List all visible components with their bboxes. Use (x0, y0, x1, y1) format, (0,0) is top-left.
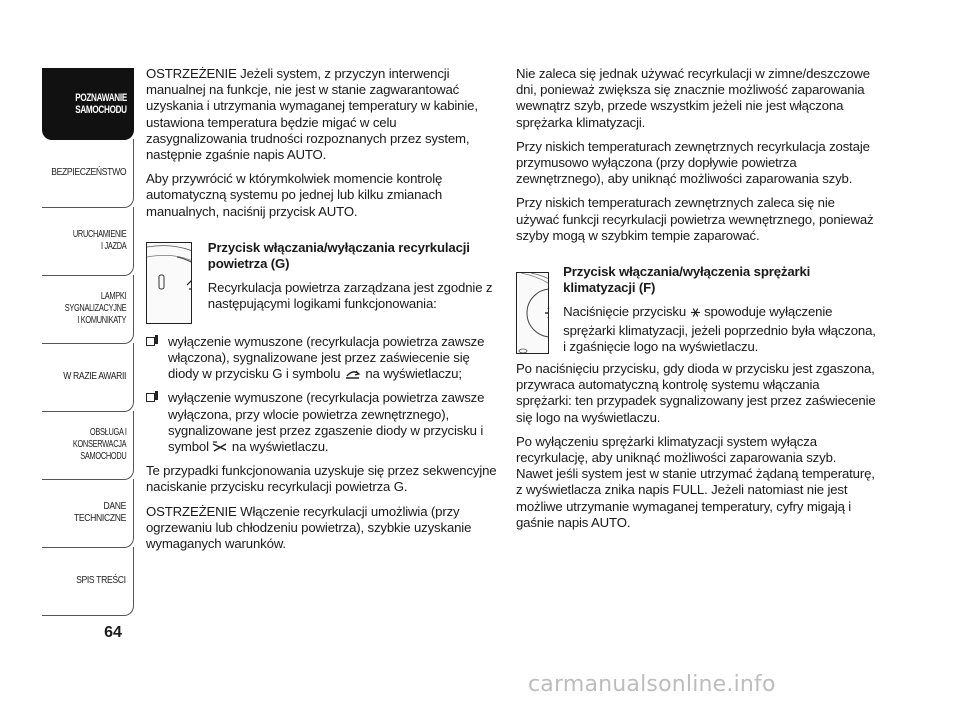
warning-paragraph: OSTRZEŻENIE Jeżeli system, z przyczyn interwencji manualnej na funkcje, nie jest w stanie zagwarantować uzyskania i utrzymania wymaganej temperatury w kabinie, ustawiona temperatura będzie migać w celu zasygnalizowania trudności rozpoznanych przez system, następnie zgaśnie napis AUTO. (146, 66, 478, 163)
chapter-tabs (42, 68, 134, 615)
recirculation-on-icon (344, 368, 362, 384)
recirculation-section (146, 240, 498, 324)
tab-bezpieczenstwo[interactable]: BEZPIECZEŃSTWO (42, 139, 134, 208)
recirculation-button-image (146, 242, 192, 324)
left-column (146, 66, 498, 560)
compressor-press-paragraph: Naciśnięcie przycisku spowoduje wyłączenie sprężarki klimatyzacji, jeżeli poprzednio była włączona, i zgaśnięcie logo na wyświetlaczu. (563, 304, 876, 354)
recirculation-intro: Recyrkulacja powietrza zarządzana jest zgodnie z następującymi logikami funkcjonowania: (207, 280, 493, 312)
compressor-off-paragraph: Po wyłączeniu sprężarki klimatyzacji system wyłącza recyrkulację, aby uniknąć możliwości zaparowania szyb. Nawet jeśli system jest w stanie utrzymać żądaną temperaturę, z wyświetlacza znika napis FULL. Jeżeli natomiast nie jest możliwe utrzymanie wymaganej temperatury, cyfry migają i gaśnie napis AUTO. (516, 433, 875, 530)
tab-w-razie-awarii[interactable]: W RAZIE AWARII (42, 343, 134, 412)
recirculation-off-icon (212, 441, 228, 457)
recirculation-warning-paragraph: OSTRZEŻENIE Włączenie recyrkulacji umożliwia (przy ogrzewaniu lub chłodzeniu powietrza), szybkie uzyskanie wymaganych warunków. (146, 503, 472, 552)
recirculation-advice-paragraph: Nie zaleca się jednak używać recyrkulacji w zimne/deszczowe dni, ponieważ zwiększa się znacznie możliwość zaparowania wewnątrz szyb, przede wszystkim jeżeli nie jest włączona sprężarka klimatyzacji. (516, 66, 870, 130)
list-item: wyłączenie wymuszone (recyrkulacja powietrza zawsze wyłączona, przy wlocie powietrza zewnętrznego), sygnalizowane jest przez zgaszenie diody w przycisku i symbol na wyświetlaczu. (146, 390, 498, 457)
low-temperature-paragraph: Przy niskich temperaturach zewnętrznych recyrkulacja zostaje przymusowo wyłączona (przy dopływie powietrza zewnętrznego), aby uniknąć możliwości zaparowania szyb. (516, 138, 870, 187)
list-item: wyłączenie wymuszone (recyrkulacja powietrza zawsze włączona), sygnalizowane jest przez zaświecenie się diody w przycisku G i symbolu na wyświetlaczu; (146, 334, 498, 385)
tab-uruchamienie-i-jazda[interactable]: URUCHAMIENIE I JAZDA (42, 207, 134, 276)
tab-obsluga-i-konserwacja[interactable]: OBSŁUGA I KONSERWACJA SAMOCHODU (42, 411, 134, 480)
tab-spis-tresci[interactable]: SPIS TREŚCI (42, 547, 134, 616)
snowflake-icon (690, 306, 701, 322)
tab-lampki-sygnalizacyjne[interactable]: LAMPKI SYGNALIZACYJNE I KOMUNIKATY (42, 275, 134, 344)
recirculation-heading: Przycisk włączania/wyłączania recyrkulacji powietrza (G) (207, 239, 470, 272)
right-column (516, 66, 876, 539)
checkbox-bullet-icon (146, 393, 155, 402)
watermark: carmanualsonline.info (528, 672, 776, 697)
sequential-press-paragraph: Te przypadki funkcjonowania uzyskuje się przez sekwencyjne naciskanie przycisku recyrkulacji powietrza G. (146, 463, 497, 495)
tab-dane-techniczne[interactable]: DANE TECHNICZNE (42, 479, 134, 548)
ac-compressor-button-image (516, 272, 549, 354)
page-number: 64 (104, 624, 122, 641)
compressor-restore-paragraph: Po naciśnięciu przycisku, gdy dioda w przycisku jest zgaszona, przywraca automatyczną kontrolę systemu włączania sprężarki: ten przypadek sygnalizowany jest przez zaświecenie się logo na wyświetlaczu. (516, 361, 876, 425)
tab-poznawanie-samochodu[interactable]: POZNAWANIE SAMOCHODU (42, 68, 134, 140)
restore-auto-paragraph: Aby przywrócić w którymkolwiek momencie kontrolę automatyczną systemu po jednej lub kilku zmianach manualnych, naciśnij przycisk AUTO. (146, 171, 443, 219)
low-temperature-advice-paragraph: Przy niskich temperaturach zewnętrznych zaleca się nie używać funkcji recyrkulacji powietrza wewnętrznego, ponieważ szyby mogą w szybkim tempie zaparować. (516, 195, 874, 243)
checkbox-bullet-icon (146, 337, 155, 346)
compressor-section (516, 264, 876, 355)
compressor-heading: Przycisk włączania/wyłączenia sprężarki klimatyzacji (F) (563, 264, 811, 296)
